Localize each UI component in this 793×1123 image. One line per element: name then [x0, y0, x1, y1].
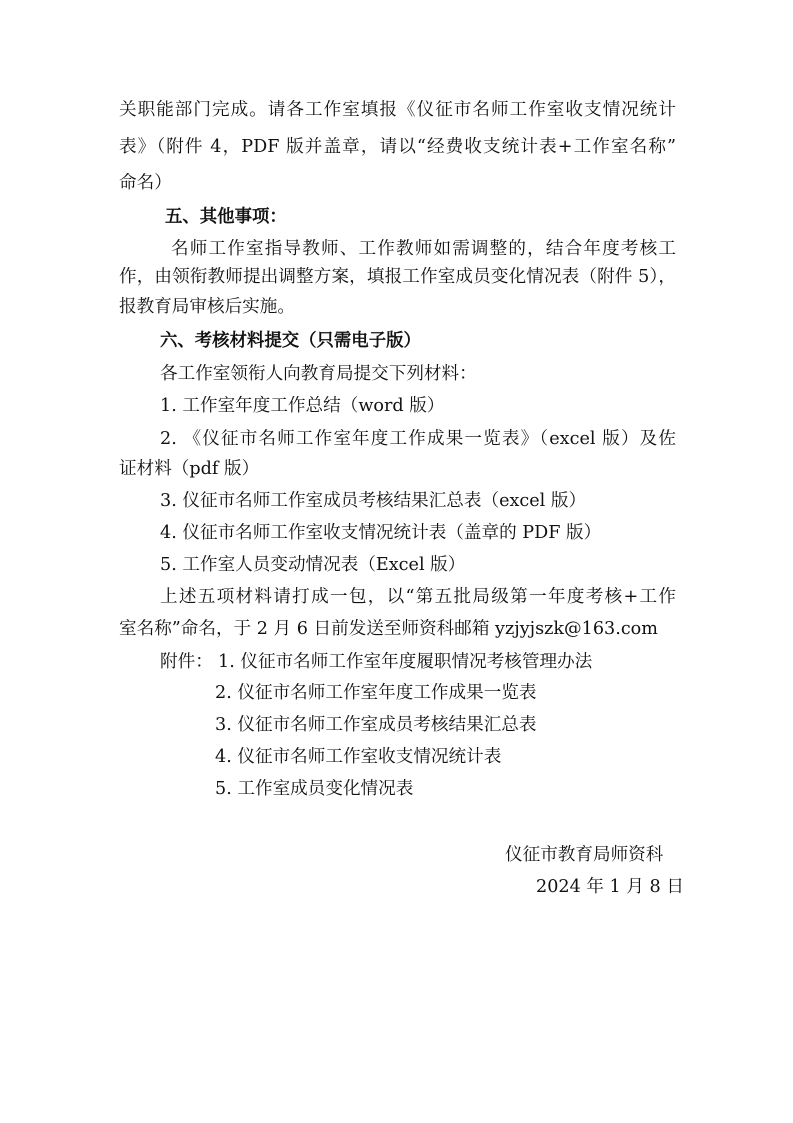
attachment-item-3: 3. 仪征市名师工作室成员考核结果汇总表 — [215, 715, 537, 735]
attachment-item-4: 4. 仪征市名师工作室收支情况统计表 — [215, 747, 502, 767]
material-item-5: 5. 工作室人员变动情况表（Excel 版） — [160, 555, 466, 575]
section5-para-line3: 报教育局审核后实施。 — [119, 297, 295, 317]
section5-heading: 五、其他事项： — [165, 207, 287, 227]
attachment-item-1: 1. 仪征市名师工作室年度履职情况考核管理办法 — [218, 652, 593, 672]
material-item-1: 1. 工作室年度工作总结（word 版） — [160, 396, 445, 416]
material-item-4: 4. 仪征市名师工作室收支情况统计表（盖章的 PDF 版） — [160, 523, 602, 543]
section5-para-line2: 作，由领衔教师提出调整方案，填报工作室成员变化情况表（附件 5）， — [119, 267, 676, 287]
section4-tail-line1: 关职能部门完成。请各工作室填报《仪征市名师工作室收支情况统计 — [119, 100, 676, 120]
attachments-label: 附件： — [160, 652, 213, 672]
material-item-2: 2. 《仪征市名师工作室年度工作成果一览表》（excel 版）及佐 — [160, 429, 676, 449]
attachment-item-2: 2. 仪征市名师工作室年度工作成果一览表 — [215, 683, 537, 703]
section6-intro: 各工作室领衔人向教育局提交下列材料： — [160, 364, 477, 384]
signature-org: 仪征市教育局师资科 — [505, 845, 664, 865]
signature-date: 2024 年 1 月 8 日 — [536, 877, 684, 897]
section6-heading: 六、考核材料提交（只需电子版） — [160, 331, 421, 351]
closing-line2: 室名称”命名，于 2 月 6 日前发送至师资科邮箱 yzjyjszk@163.com — [119, 619, 658, 639]
material-item-3: 3. 仪征市名师工作室成员考核结果汇总表（excel 版） — [160, 491, 587, 511]
closing-line1: 上述五项材料请打成一包，以“第五批局级第一年度考核+工作 — [160, 587, 676, 607]
section5-para-line1: 名师工作室指导教师、工作教师如需调整的，结合年度考核工 — [171, 239, 676, 259]
attachment-item-5: 5. 工作室成员变化情况表 — [215, 779, 414, 799]
material-item-2-cont: 证材料（pdf 版） — [119, 459, 260, 479]
section4-tail-line2: 表》（附件 4，PDF 版并盖章，请以“经费收支统计表+工作室名称” — [119, 137, 676, 157]
section4-tail-line3: 命名） — [119, 173, 172, 193]
